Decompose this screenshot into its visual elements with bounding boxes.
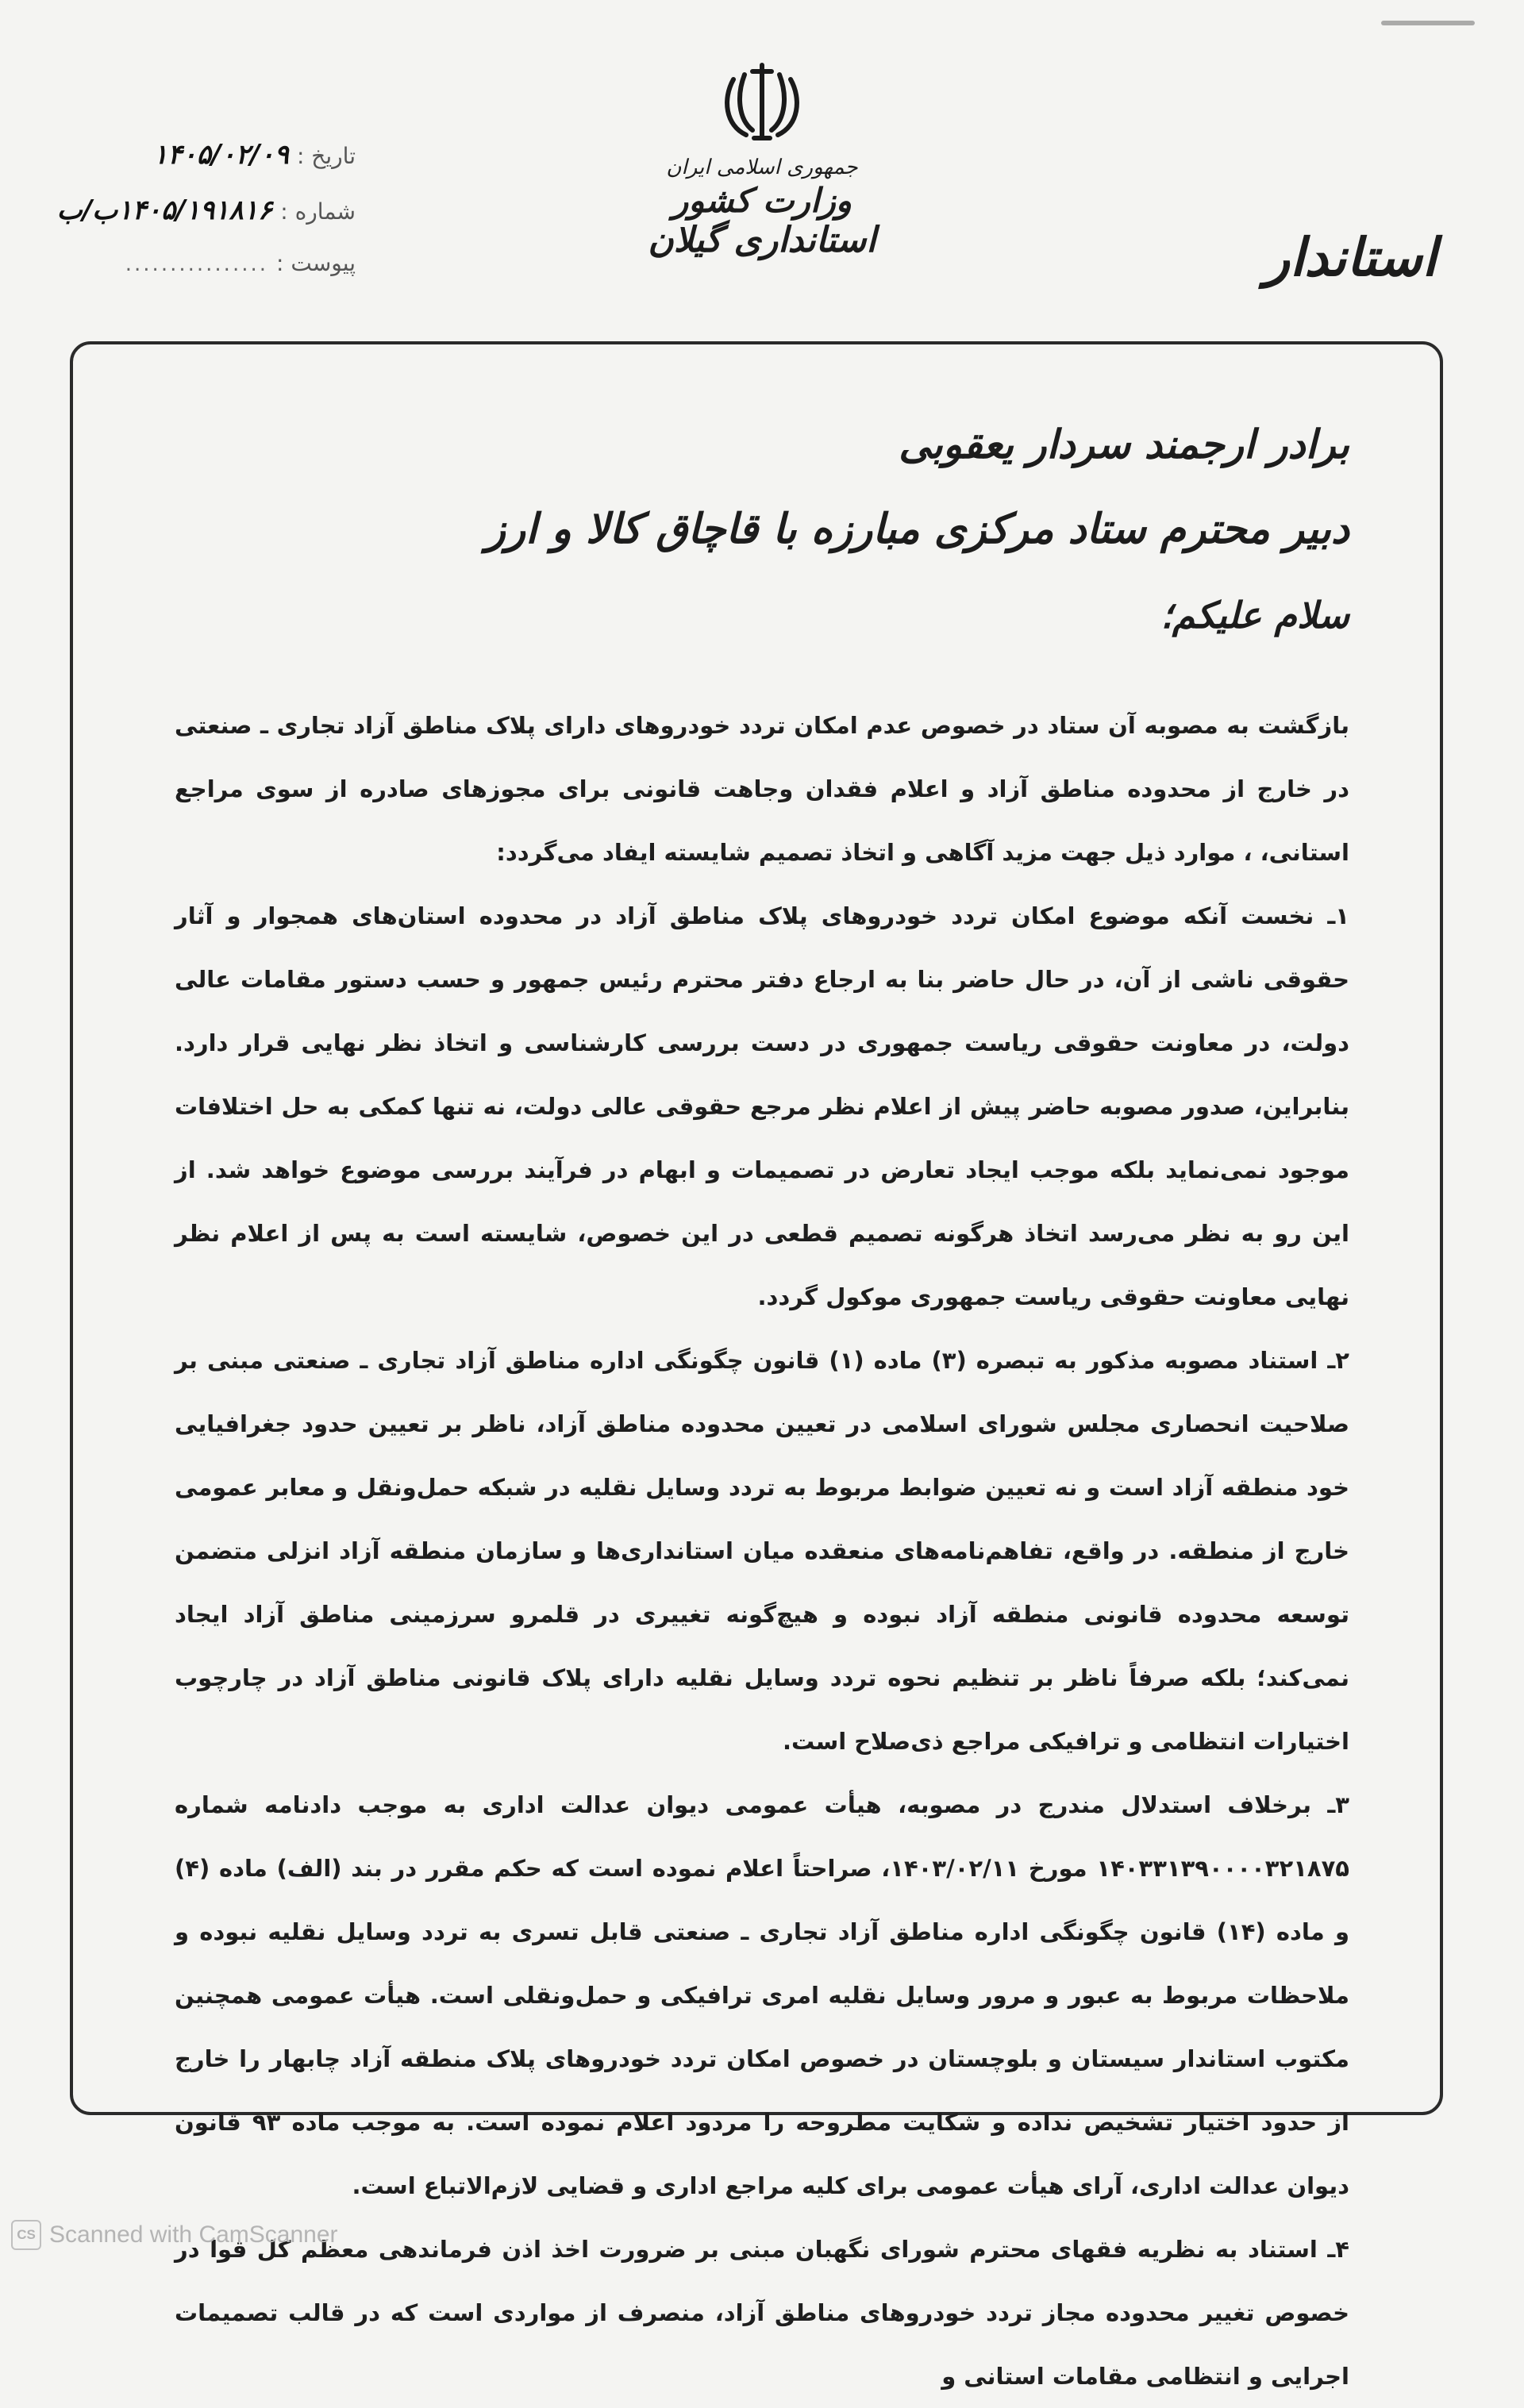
recipient-title: دبیر محترم ستاد مرکزی مبارزه با قاچاق کالا و ارز (485, 505, 1349, 553)
country-name: جمهوری اسلامی ایران (666, 156, 858, 179)
number-value: ۱۴۰۵/۱۹۱۸۱۶ب/ب (56, 194, 273, 226)
attachment-row (62, 250, 356, 306)
scan-artifact-line (1381, 21, 1475, 25)
number-row (56, 194, 356, 250)
attachment-value: ................ (125, 252, 268, 276)
camscanner-text: Scanned with CamScanner (49, 2221, 338, 2248)
paragraph-intro: بازگشت به مصوبه آن ستاد در خصوص عدم امکان تردد خودروهای دارای پلاک مناطق آزاد تجاری ـ صنعتی در خارج از محدوده مناطق آزاد و اعلام فقدان وجاهت قانونی برای مجوزهای صادره از سوی مراجع استانی، ، موارد ذیل جهت مزید آگاهی و اتخاذ تصمیم شایسته ایفاد می‌گردد: (175, 711, 1349, 866)
number-label: شماره : (280, 198, 356, 225)
greeting: سلام علیکم؛ (1160, 594, 1349, 637)
recipient-name: برادر ارجمند سردار یعقوبی (899, 421, 1349, 467)
paragraph-1: ۱ـ نخست آنکه موضوع امکان تردد خودروهای پلاک مناطق آزاد در محدوده استان‌های همجوار و آثار حقوقی ناشی از آن، در حال حاضر بنا به ارجاع دفتر محترم رئیس جمهور و حسب دستور مقامات عالی دولت، در معاونت حقوقی ریاست جمهوری در دست بررسی کارشناسی و اتخاذ نظر نهایی قرار دارد. بنابراین، صدور مصوبه حاضر پیش از اعلام نظر مرجع حقوقی عالی دولت، نه تنها کمکی به حل اختلافات موجود نمی‌نماید بلکه موجب ایجاد تعارض در تصمیمات و ابهام در فرآیند بررسی موضوع خواهد شد. از این رو به نظر می‌رسد اتخاذ هرگونه تصمیم قطعی در این خصوص، شایسته است به پس از اعلام نظر نهایی معاونت حقوقی ریاست جمهوری موکول گردد. (175, 902, 1349, 1310)
paragraph-4: ۴ـ استناد به نظریه فقهای محترم شورای نگهبان مبنی بر ضرورت اخذ اذن فرماندهی معظم کل قوا در خصوص تغییر محدوده مجاز تردد خودروهای مناطق آزاد، منصرف از مواردی است که در قالب تصمیمات اجرایی و انتظامی مقامات استانی و (175, 2235, 1349, 2390)
letter-meta (56, 139, 356, 306)
date-label: تاریخ : (296, 143, 356, 169)
governor-title: استاندار (1264, 226, 1437, 288)
date-value: ۱۴۰۵/۰۲/۰۹ (153, 139, 289, 171)
attachment-label: پیوست : (276, 250, 356, 276)
paragraph-3: ۳ـ برخلاف استدلال مندرج در مصوبه، هیأت عمومی دیوان عدالت اداری به موجب دادنامه شماره ۱۴۰۳۳۱۳۹۰۰۰۰۳۲۱۸۷۵ مورخ ۱۴۰۳/۰۲/۱۱، صراحتاً اعلام نموده است که حکم مقرر در بند (الف) ماده (۴) و ماده (۱۴) قانون چگونگی اداره مناطق آزاد تجاری ـ صنعتی قابل تسری به تردد وسایل نقلیه نبوده و ملاحظات مربوط به عبور و مرور وسایل نقلیه امری ترافیکی و حمل‌ونقلی است. هیأت عمومی همچنین مکتوب استاندار سیستان و بلوچستان در خصوص امکان تردد خودروهای پلاک منطقه آزاد چابهار را خارج از حدود اختیار تشخیص نداده و شکایت مطروحه را مردود اعلام نموده است. به موجب ماده ۹۳ قانون دیوان عدالت اداری، آرای هیأت عمومی برای کلیه مراجع اداری و قضایی لازم‌الاتباع است. (175, 1791, 1349, 2199)
governorate-name: استانداری گیلان (648, 220, 876, 260)
letterhead (627, 56, 897, 260)
iran-emblem-icon (714, 56, 810, 151)
camscanner-watermark (0, 2213, 338, 2257)
camscanner-logo-icon: CS (11, 2220, 41, 2250)
date-row (62, 139, 356, 194)
paragraph-2: ۲ـ استناد مصوبه مذکور به تبصره (۳) ماده (۱) قانون چگونگی اداره مناطق آزاد تجاری ـ صنعتی مبنی بر صلاحیت انحصاری مجلس شورای اسلامی در تعیین محدوده مناطق آزاد، ناظر بر تعیین حدود جغرافیایی خود منطقه آزاد است و نه تعیین ضوابط مربوط به تردد وسایل نقلیه در شبکه حمل‌ونقل و معابر عمومی خارج از منطقه. در واقع، تفاهم‌نامه‌های منعقده میان استانداری‌ها و سازمان منطقه آزاد انزلی متضمن توسعه محدوده قانونی منطقه آزاد نبوده و هیچ‌گونه تغییری در قلمرو سرزمینی مناطق آزاد ایجاد نمی‌کند؛ بلکه صرفاً ناظر بر تنظیم نحوه تردد وسایل نقلیه دارای پلاک قانونی مناطق آزاد در چارچوب اختیارات انتظامی و ترافیکی مراجع ذی‌صلاح است. (175, 1346, 1349, 1755)
letter-body (175, 421, 1349, 2408)
ministry-name: وزارت کشور (672, 181, 852, 220)
